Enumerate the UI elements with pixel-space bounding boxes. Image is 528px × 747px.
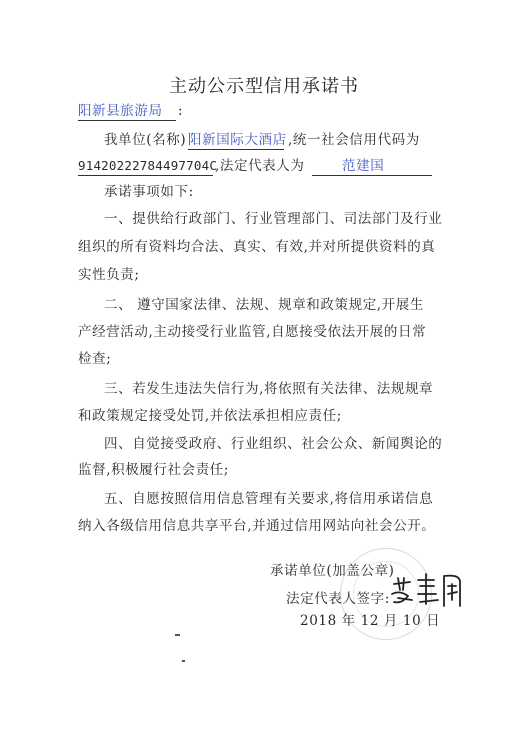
item-1-line-3: 实性负责; <box>78 267 140 283</box>
scan-speck <box>182 660 185 662</box>
sign-unit-label: 承诺单位(加盖公章) <box>270 563 395 579</box>
item-2-line-3: 检查; <box>78 351 112 367</box>
item-1-line-1: 一、提供给行政部门、行业管理部门、司法部门及行业 <box>104 211 443 227</box>
addressee: 阳新县旅游局 <box>78 103 163 119</box>
sign-rep-label: 法定代表人签字: <box>286 591 390 607</box>
item-1-line-2: 组织的所有资料均合法、真实、有效,并对所提供资料的真 <box>78 239 436 255</box>
addressee-colon: : <box>178 103 184 119</box>
handwritten-signature <box>388 570 466 610</box>
addressee-underline <box>78 120 176 121</box>
unit-name-underline <box>188 149 284 150</box>
credit-code: 91420222784497704C <box>78 158 218 173</box>
item-2-line-2: 产经营活动,主动接受行业监管,自愿接受依法开展的日常 <box>78 324 427 340</box>
credit-code-underline <box>78 175 213 176</box>
item-4-line-2: 监督,积极履行社会责任; <box>78 462 230 478</box>
intro-mid: ,统一社会信用代码为 <box>288 132 420 148</box>
items-intro: 承诺事项如下: <box>104 184 194 200</box>
sign-date: 2018 年 12 月 10 日 <box>300 613 441 629</box>
item-5-line-1: 五、自愿按照信用信息管理有关要求,将信用承诺信息 <box>104 491 434 507</box>
item-3-line-2: 和政策规定接受处罚,并依法承担相应责任; <box>78 408 342 424</box>
item-5-line-2: 纳入各级信用信息共享平台,并通过信用网站向社会公开。 <box>78 518 436 534</box>
intro-prefix: 我单位(名称) <box>104 132 187 148</box>
document-title: 主动公示型信用承诺书 <box>169 76 359 97</box>
unit-name: 阳新国际大酒店 <box>188 132 287 148</box>
item-4-line-1: 四、自觉接受政府、行业组织、社会公众、新闻舆论的 <box>104 436 443 452</box>
rep-prefix: ,法定代表人为 <box>215 158 305 174</box>
scan-speck <box>175 634 180 636</box>
item-2-line-1: 二、 遵守国家法律、法规、规章和政策规定,开展生 <box>104 297 424 313</box>
legal-rep-underline <box>312 175 432 176</box>
legal-rep: 范建国 <box>342 158 385 174</box>
item-3-line-1: 三、若发生违法失信行为,将依照有关法律、法规规章 <box>104 381 434 397</box>
